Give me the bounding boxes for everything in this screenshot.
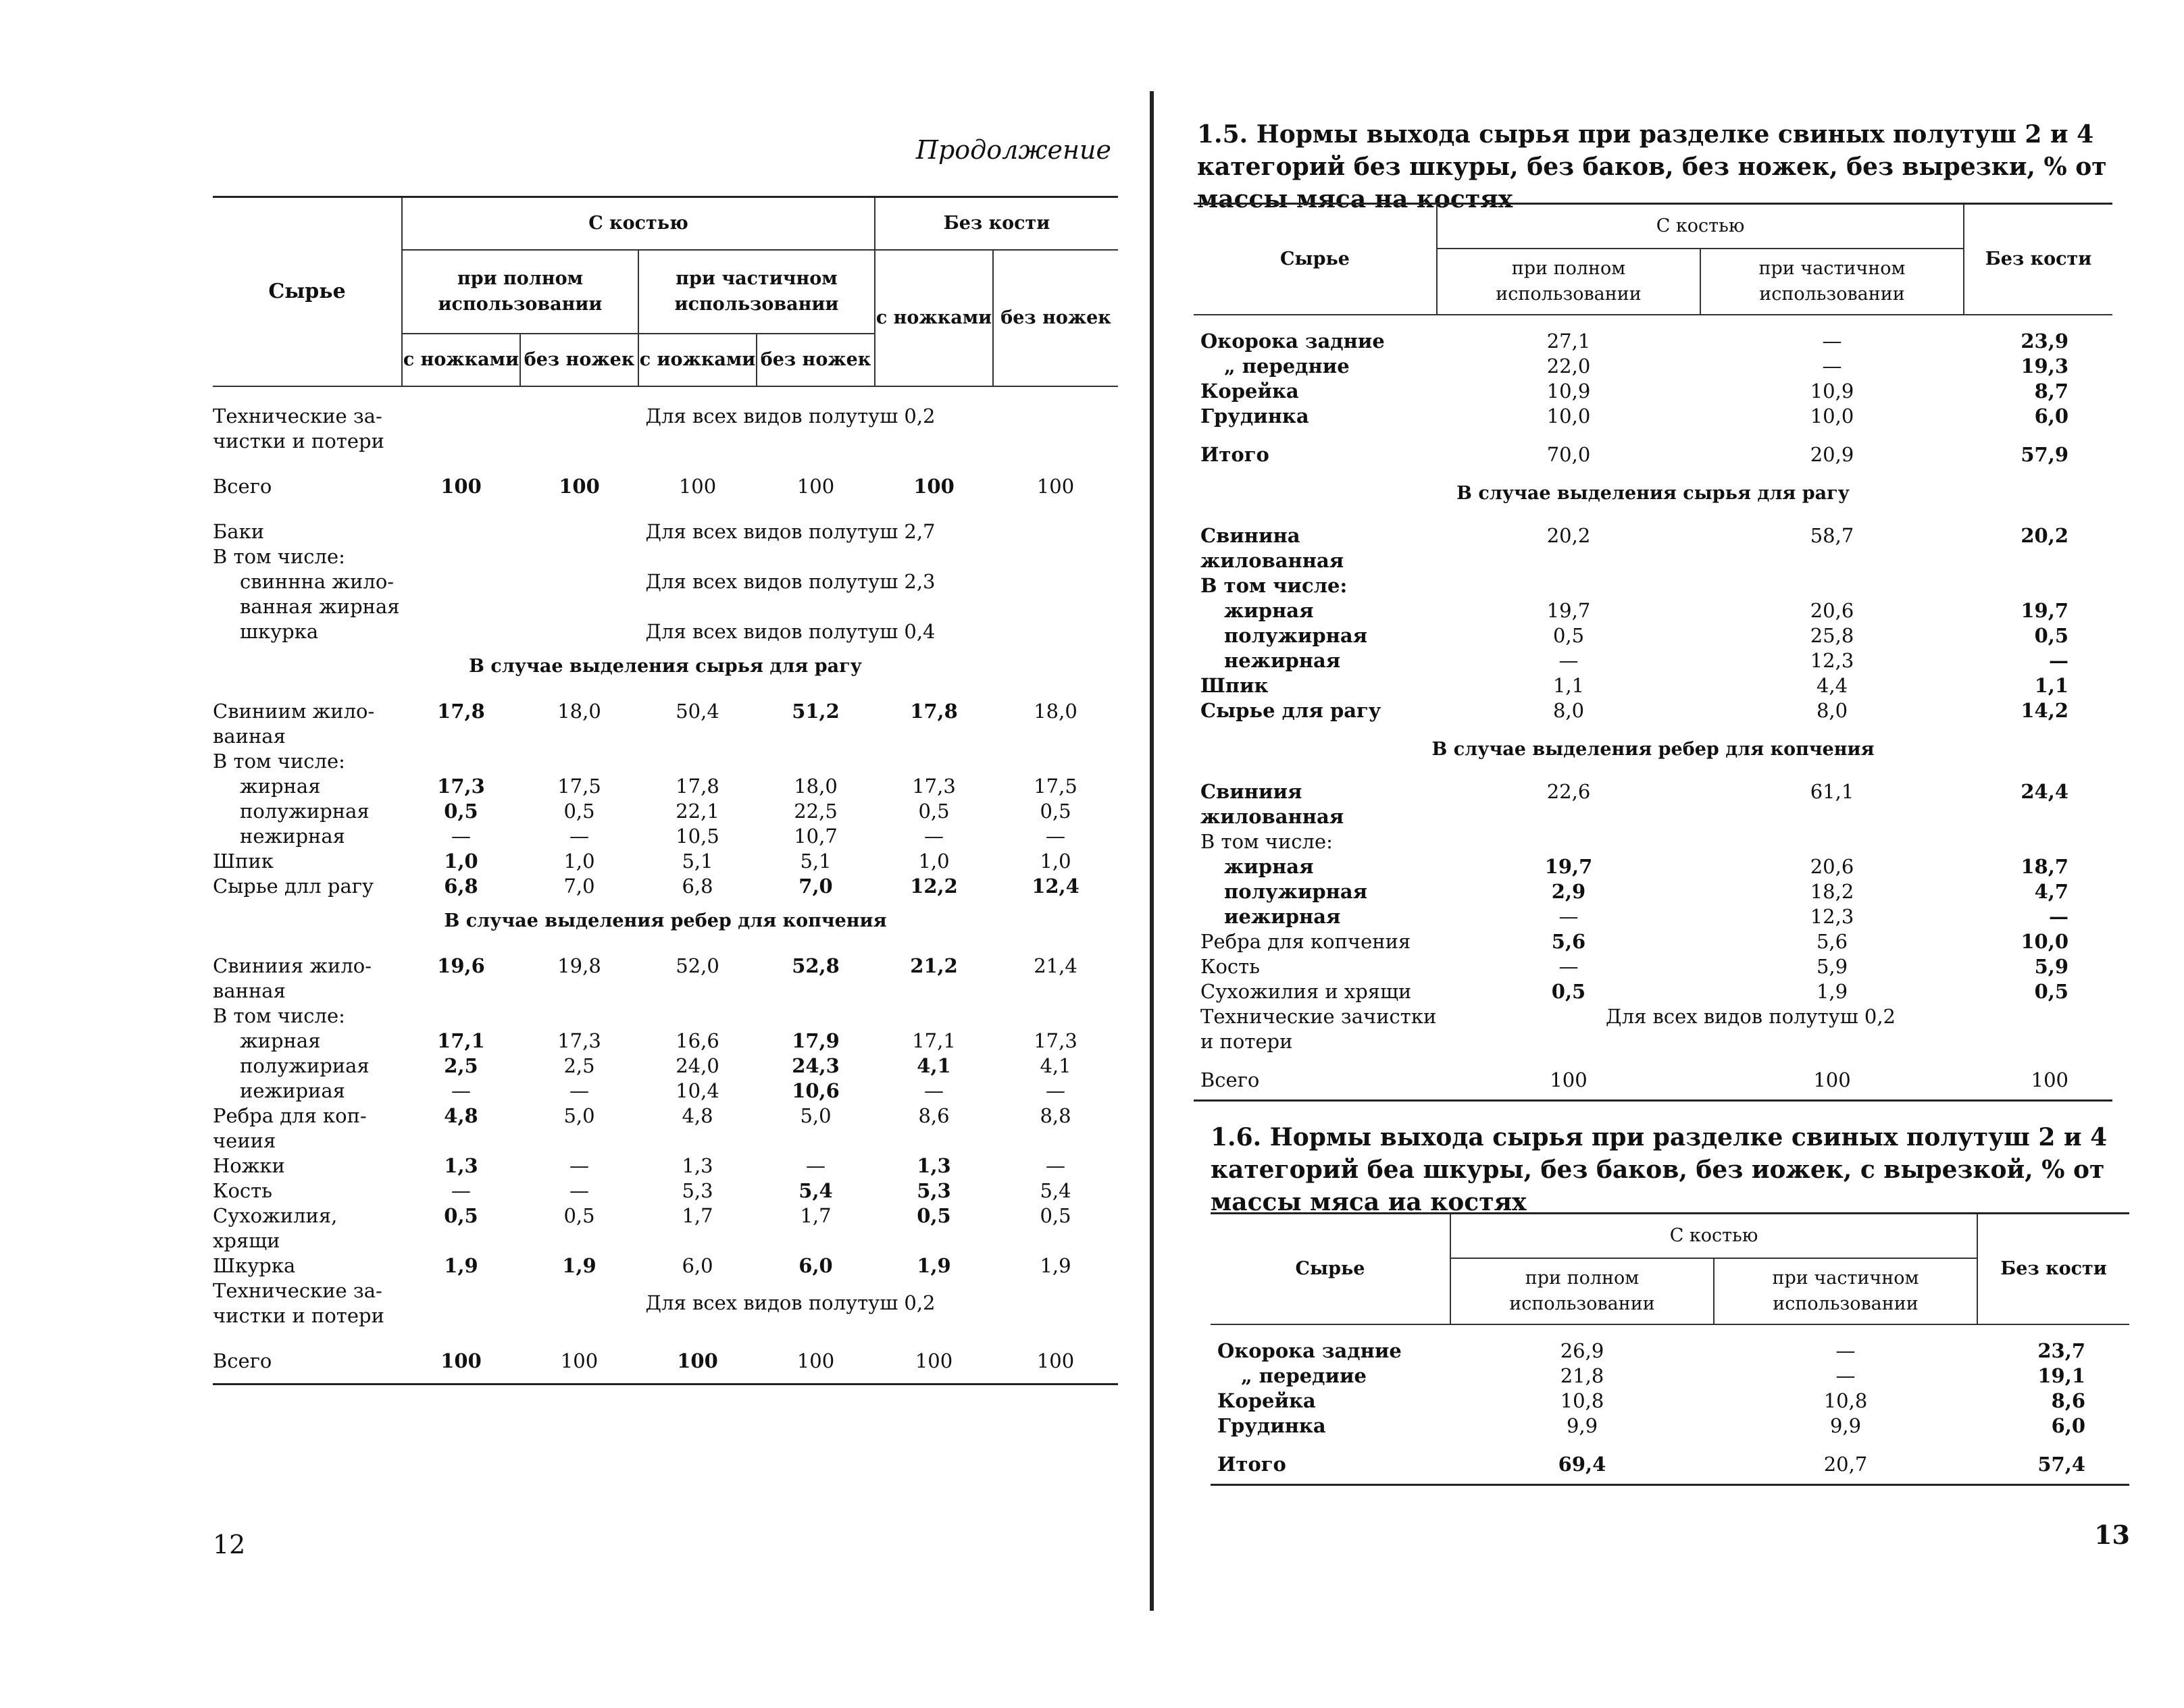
header-with-bone: С костью [1450,1214,1977,1259]
header-full-with-legs: с ножками [402,334,520,386]
table-row: Окорока задние 26,9 — 23,7 [1217,1339,2086,1362]
header-full-without-legs: без ножек [520,334,638,386]
table-row: Свиниим жило- ваиная 17,8 18,0 50,4 51,2 17,8 18,0 [213,700,1077,748]
page-number: 13 [2094,1520,2130,1550]
header-full-use: при полном использовании [1450,1258,1714,1324]
header-raw-material: Сырье [1194,204,1437,315]
table-row: шкурка Для всех видов полутуш 0,4 [240,620,936,643]
table-row: Свиниия жило- ванная 19,6 19,8 52,0 52,8 21,2 21,4 [213,954,1077,1002]
header-partial-use: при частичном использовании [1714,1258,1977,1324]
table-row: жирная 17,1 17,3 16,6 17,9 17,1 17,3 [240,1029,1077,1052]
table-1-5-title: 1.5. Нормы выхода сырья при разделке свиных полутуш 2 и 4 категорий без шкуры, без баков, без ножек, без вырезки, % от массы мяса на костях [1197,120,2107,213]
header-partial-use: при частичном использовании [638,250,875,334]
table-row: Сырье длл рагу 6,8 7,0 6,8 7,0 12,2 12,4 [213,875,1080,898]
table-row: свиннна жило- ванная жирная Для всех видов полутуш 2,3 [240,570,936,618]
table-row: жирная 19,7 20,6 18,7 [1224,855,2069,878]
table-row: Кость — 5,9 5,9 [1200,955,2069,978]
table-row: Ножки 1,3 — 1,3 — 1,3 — [213,1154,1066,1177]
table-row: иежириая — — 10,4 10,6 — — [240,1079,1066,1102]
table-row: Всего 100 100 100 [1194,1054,2112,1101]
table-1-6 [1211,1212,2129,1486]
table-row: В том числе: [1200,574,1348,597]
table-row: Баки Для всех видов полутуш 2,7 [213,520,936,543]
table-row: Сырье для рагу 8,0 8,0 14,2 [1200,699,2069,722]
table-row: Окорока задние 27,1 — 23,9 [1200,330,2069,353]
page-divider [1150,91,1154,1611]
table-row: Шпик 1,1 4,4 1,1 [1200,674,2069,697]
table-1-5 [1194,203,2112,1102]
table-row: Шкурка 1,9 1,9 6,0 6,0 1,9 1,9 [213,1254,1071,1277]
table-row: В том числе: [213,545,345,568]
table-row: полужириая 2,5 2,5 24,0 24,3 4,1 4,1 [240,1054,1071,1077]
table-row: В том числе: [213,750,345,773]
header-partial-with-legs: с иожками [638,334,757,386]
header-boneless-with-legs: с ножками [875,250,993,386]
table-row: полужирная 0,5 0,5 22,1 22,5 0,5 0,5 [240,800,1071,823]
section-heading-ragu: В случае выделения сырья для рагу [1456,483,1850,504]
table-row: Кость — — 5,3 5,4 5,3 5,4 [213,1179,1071,1202]
table-row: Свинина жилованная 20,2 58,7 20,2 [1200,524,2069,572]
continuation-label: Продолжение [915,135,1111,165]
table-row: Сухожилия и хрящи 0,5 1,9 0,5 [1200,980,2069,1003]
table-row: жирная 17,3 17,5 17,8 18,0 17,3 17,5 [240,775,1077,798]
header-boneless-without-legs: без ножек [993,250,1118,386]
table-row: Всего 100 100 100 100 100 100 [213,475,1075,498]
table-row: В том числе: [213,1004,345,1027]
left-table [213,196,1118,1385]
table-row: Корейка 10,8 10,8 8,6 [1217,1389,2086,1412]
table-row: полужирная 0,5 25,8 0,5 [1224,624,2069,647]
section-heading-ribs: В случае выделения ребер для копчения [1431,739,1875,760]
table-row: Сухожилия, хрящи 0,5 0,5 1,7 1,7 0,5 0,5 [213,1204,1071,1252]
header-raw-material: Сырье [213,197,402,387]
header-raw-material: Сырье [1211,1214,1450,1325]
table-row: Ребра для копчения 5,6 5,6 10,0 [1200,930,2069,953]
table-row: Свиниия жилованная 22,6 61,1 24,4 [1200,780,2069,828]
header-partial-use: при частичном использовании [1700,249,1964,315]
right-page [1157,0,2184,1708]
table-row: Итого 70,0 20,9 57,9 [1200,443,2069,466]
table-row: Грудинка 10,0 10,0 6,0 [1200,405,2069,428]
header-boneless: Без кости [1964,204,2112,315]
table-row: Всего 100 100 100 100 100 100 [213,1349,1118,1384]
table-row: нежирная — — 10,5 10,7 — — [240,825,1066,848]
table-row: Корейка 10,9 10,9 8,7 [1200,380,2069,403]
table-row: Технические за- чистки и потери Для всех видов полутуш 0,2 [213,1279,936,1327]
section-heading-ribs: В случае выделения ребер для копчения [444,910,887,931]
section-heading-ragu: В случае выделения сырья для рагу [469,656,862,677]
table-row: полужирная 2,9 18,2 4,7 [1224,880,2069,903]
header-boneless: Без кости [875,197,1118,251]
table-row: В том числе: [1200,830,1333,853]
table-row: Технические зачистки и потери Для всех видов полутуш 0,2 [1200,1005,1896,1053]
header-boneless: Без кости [1977,1214,2129,1325]
table-row: иежирная — 12,3 — [1224,905,2069,928]
table-row: Технические за- чистки и потери Для всех видов полутуш 0,2 [213,405,936,452]
table-row: „ передиие 21,8 — 19,1 [1241,1364,2086,1387]
table-row: жирная 19,7 20,6 19,7 [1224,599,2069,622]
table-row: нежирная — 12,3 — [1224,649,2069,672]
table-row: Итого 69,4 20,7 57,4 [1211,1439,2129,1485]
header-with-bone: С костью [402,197,875,251]
table-row: Грудинка 9,9 9,9 6,0 [1217,1414,2086,1437]
table-1-6-title: 1.6. Нормы выхода сырья при разделке свиных полутуш 2 и 4 категорий беа шкуры, без баков, без иожек, с вырезкой, % от массы мяса иа костях [1211,1123,2108,1216]
header-full-use: при полном использовании [1437,249,1700,315]
page-number: 12 [213,1530,246,1559]
header-with-bone: С костью [1437,204,1964,249]
header-full-use: при полном использовании [402,250,638,334]
table-row: „ передние 22,0 — 19,3 [1224,355,2069,378]
table-row: Шпик 1,0 1,0 5,1 5,1 1,0 1,0 [213,850,1071,873]
table-row: Ребра для коп- чеиия 4,8 5,0 4,8 5,0 8,6 8,8 [213,1104,1071,1152]
header-partial-without-legs: без ножек [757,334,875,386]
